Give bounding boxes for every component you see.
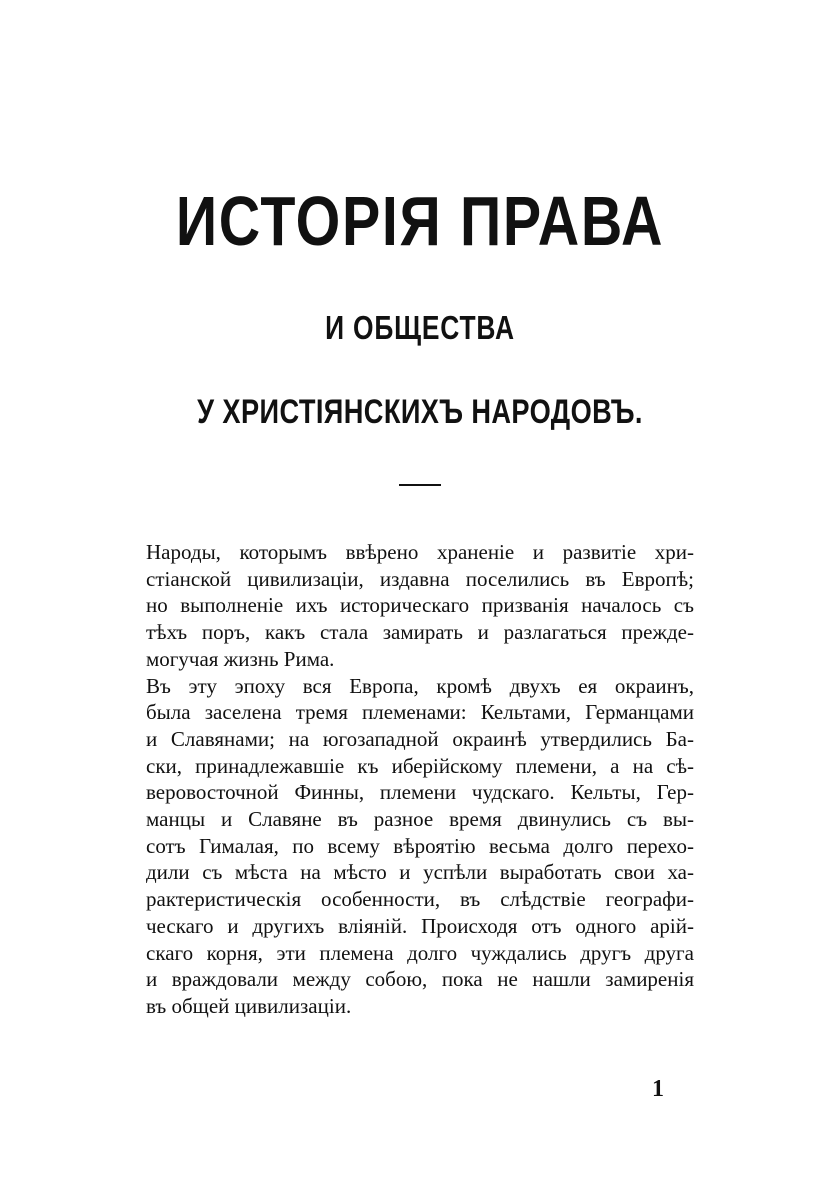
text-line: веровосточной Финны, племени чудскаго. Кельты, Гер- — [146, 780, 694, 805]
text-line: тѣхъ поръ, какъ стала замирать и разлагаться прежде- — [146, 620, 694, 645]
text-line: манцы и Славяне въ разное время двинулись съ вы- — [146, 807, 694, 832]
text-line: ческаго и другихъ вліяній. Происходя отъ одного арій- — [146, 913, 694, 938]
text-line: дили съ мѣста на мѣсто и успѣли выработать свои ха- — [146, 860, 694, 885]
title-divider — [399, 484, 441, 486]
text-line: могучая жизнь Рима. — [146, 646, 335, 671]
page-subtitle: И ОБЩЕСТВА — [325, 309, 515, 346]
text-line: скаго корня, эти племена долго чуждались другъ друга — [146, 940, 694, 965]
text-line: Народы, которымъ ввѣрено храненіе и развитіе хри- — [146, 540, 694, 564]
page-number: 1 — [652, 1076, 664, 1102]
page-subtitle-secondary: У ХРИСТІЯНСКИХЪ НАРОДОВЪ. — [197, 393, 643, 431]
text-line: стіанской цивилизаціи, издавна поселились въ Европѣ; — [146, 566, 694, 591]
paragraph-1 — [146, 539, 694, 673]
text-line: и Славянами; на югозападной окраинѣ утвердились Ба- — [146, 726, 694, 751]
text-line: но выполненіе ихъ историческаго призванія началось съ — [146, 593, 694, 618]
text-line: ски, принадлежавшіе къ иберійскому племени, а на сѣ- — [146, 753, 694, 778]
text-line: Въ эту эпоху вся Европа, кромѣ двухъ ея окраинъ, — [146, 673, 694, 698]
text-line: сотъ Гималая, по всему вѣроятію весьма долго перехо- — [146, 833, 694, 858]
body-text — [146, 539, 694, 1020]
page-title: ИСТОРІЯ ПРАВА — [175, 182, 665, 260]
text-line: и враждовали между собою, пока не нашли замиренія — [146, 967, 694, 992]
paragraph-2 — [146, 673, 694, 1020]
text-line: въ общей цивилизаціи. — [146, 993, 352, 1018]
text-line: рактеристическія особенности, въ слѣдствіе географи- — [146, 887, 694, 912]
text-line: была заселена тремя племенами: Кельтами, Германцами — [146, 700, 694, 725]
